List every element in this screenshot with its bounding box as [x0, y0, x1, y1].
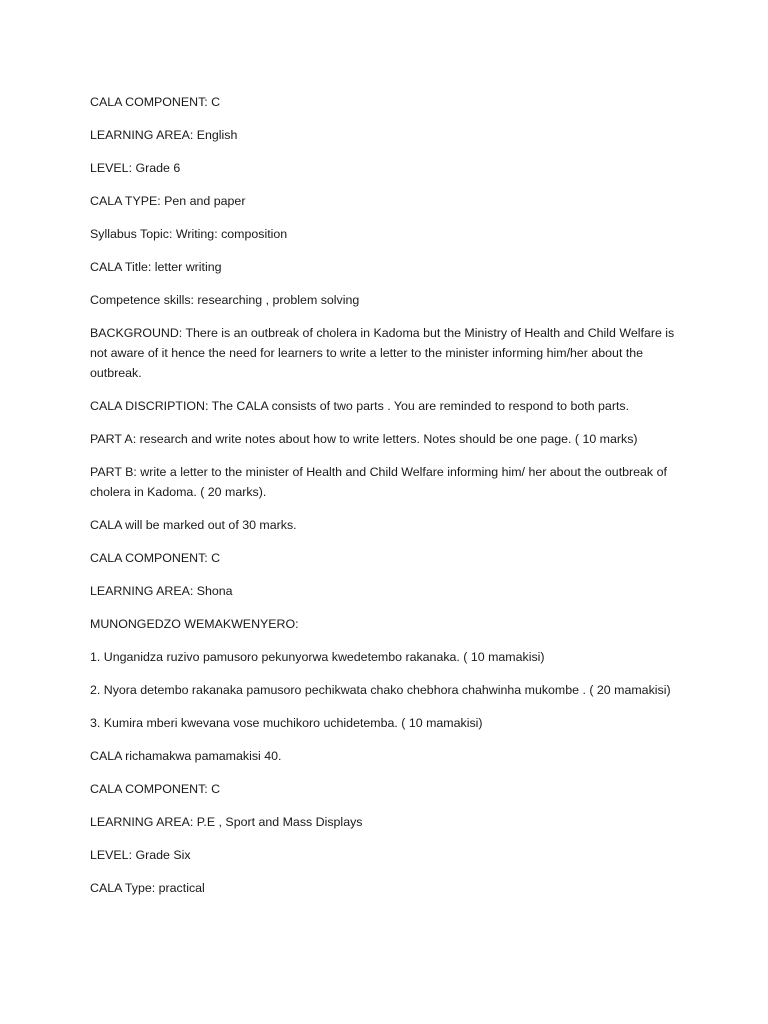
- part-b: PART B: write a letter to the minister of Health and Child Welfare informing him/ her about the outbreak of cholera in Kadoma. ( 20 marks).: [90, 465, 667, 499]
- cala-type-english: CALA TYPE: Pen and paper: [90, 194, 246, 208]
- cala-component-shona: CALA COMPONENT: C: [90, 551, 221, 565]
- munongedzo-heading: MUNONGEDZO WEMAKWENYERO:: [90, 617, 299, 631]
- shona-task-3: 3. Kumira mberi kwevana vose muchikoro uchidetemba. ( 10 mamakisi): [90, 716, 483, 730]
- cala-component-pe: CALA COMPONENT: C: [90, 782, 221, 796]
- cala-description: CALA DISCRIPTION: The CALA consists of two parts . You are reminded to respond to both parts.: [90, 399, 630, 413]
- part-a: PART A: research and write notes about how to write letters. Notes should be one page. ( 10 marks): [90, 432, 638, 446]
- cala-title: CALA Title: letter writing: [90, 260, 222, 274]
- background-paragraph: BACKGROUND: There is an outbreak of cholera in Kadoma but the Ministry of Health and Child Welfare is not aware of it hence the need for learners to write a letter to the minister informing him/her about the outbreak.: [90, 326, 675, 380]
- learning-area-pe: LEARNING AREA: P.E , Sport and Mass Displays: [90, 815, 363, 829]
- document-page: [90, 92, 682, 911]
- learning-area-shona: LEARNING AREA: Shona: [90, 584, 233, 598]
- cala-type-pe: CALA Type: practical: [90, 881, 205, 895]
- marks-total-shona: CALA richamakwa pamamakisi 40.: [90, 749, 282, 763]
- syllabus-topic: Syllabus Topic: Writing: composition: [90, 227, 288, 241]
- shona-task-1: 1. Unganidza ruzivo pamusoro pekunyorwa kwedetembo rakanaka. ( 10 mamakisi): [90, 650, 545, 664]
- learning-area-english: LEARNING AREA: English: [90, 128, 238, 142]
- marks-total-english: CALA will be marked out of 30 marks.: [90, 518, 297, 532]
- shona-task-2: 2. Nyora detembo rakanaka pamusoro pechikwata chako chebhora chahwinha mukombe . ( 20 mamakisi): [90, 683, 671, 697]
- competence-skills: Competence skills: researching , problem solving: [90, 293, 360, 307]
- level-pe: LEVEL: Grade Six: [90, 848, 191, 862]
- cala-component-english: CALA COMPONENT: C: [90, 95, 221, 109]
- level-english: LEVEL: Grade 6: [90, 161, 181, 175]
